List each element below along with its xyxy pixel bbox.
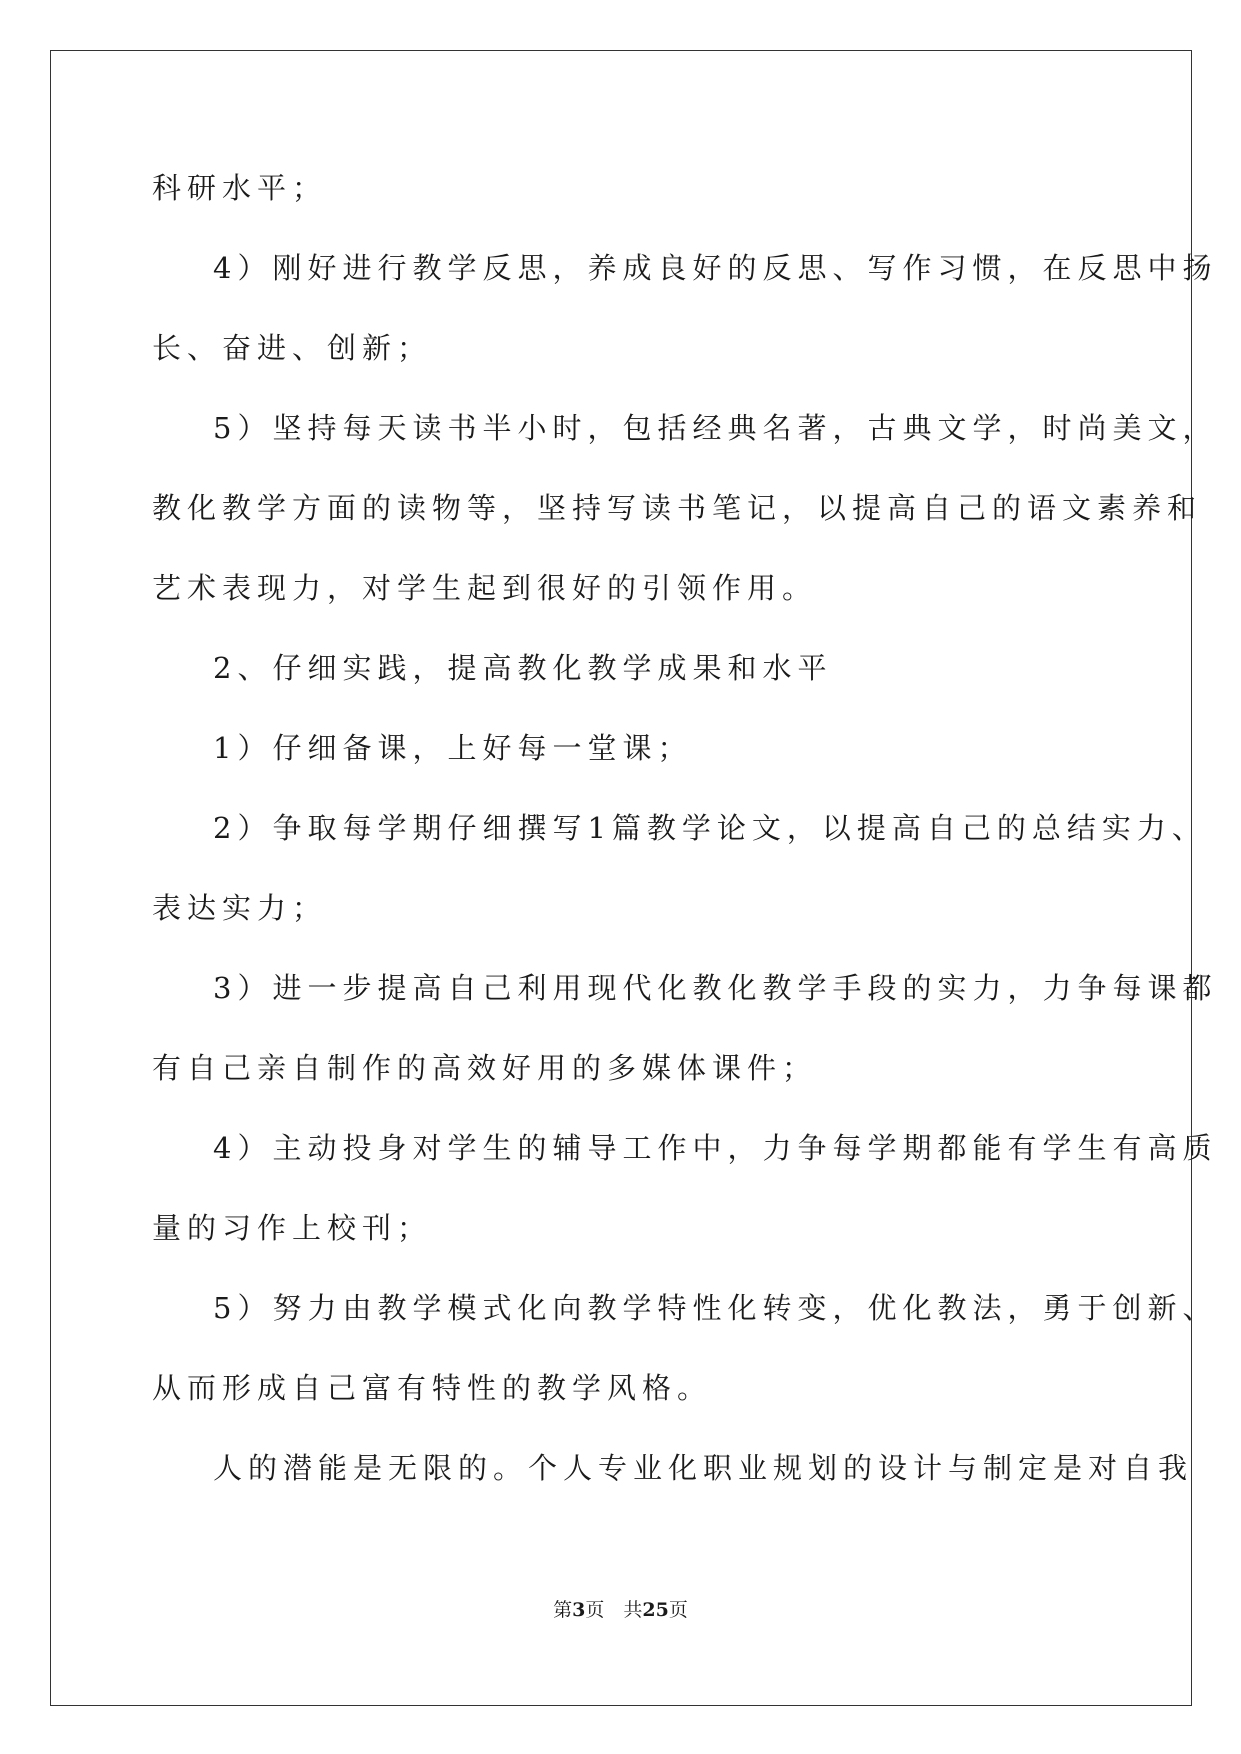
text-line: 5）努力由教学模式化向教学特性化转变，优化教法，勇于创新、 (213, 1291, 1218, 1325)
text-line: 科研水平； (152, 171, 328, 205)
text-line: 量的习作上校刊； (152, 1211, 433, 1245)
text-line: 3）进一步提高自己利用现代化教化教学手段的实力，力争每课都 (213, 971, 1218, 1005)
text-line: 长、奋进、创新； (152, 331, 433, 365)
footer-page-suffix: 页 (668, 1599, 688, 1621)
text-line: 4）主动投身对学生的辅导工作中，力争每学期都能有学生有高质 (213, 1131, 1218, 1165)
text-line: 1）仔细备课，上好每一堂课； (213, 731, 693, 765)
page-footer (0, 1598, 1241, 1622)
footer-page-current: 3 (572, 1599, 586, 1621)
text-line: 教化教学方面的读物等，坚持写读书笔记，以提高自己的语文素养和 (152, 491, 1203, 525)
section-heading: 2、仔细实践，提高教化教学成果和水平 (213, 651, 833, 685)
text-line: 从而形成自己富有特性的教学风格。 (152, 1371, 713, 1405)
text-line: 艺术表现力，对学生起到很好的引领作用。 (152, 571, 818, 605)
text-line: 5）坚持每天读书半小时，包括经典名著，古典文学，时尚美文， (213, 411, 1218, 445)
footer-page-total: 25 (642, 1599, 669, 1621)
text-line: 人的潜能是无限的。个人专业化职业规划的设计与制定是对自我 (213, 1451, 1194, 1485)
text-line: 2）争取每学期仔细撰写1篇教学论文，以提高自己的总结实力、 (213, 811, 1207, 845)
text-line: 4）刚好进行教学反思，养成良好的反思、写作习惯，在反思中扬 (213, 251, 1218, 285)
footer-page-prefix: 第 (553, 1599, 573, 1621)
footer-page-mid: 页 共 (585, 1599, 643, 1621)
text-line: 表达实力； (152, 891, 328, 925)
text-line: 有自己亲自制作的高效好用的多媒体课件； (152, 1051, 818, 1085)
